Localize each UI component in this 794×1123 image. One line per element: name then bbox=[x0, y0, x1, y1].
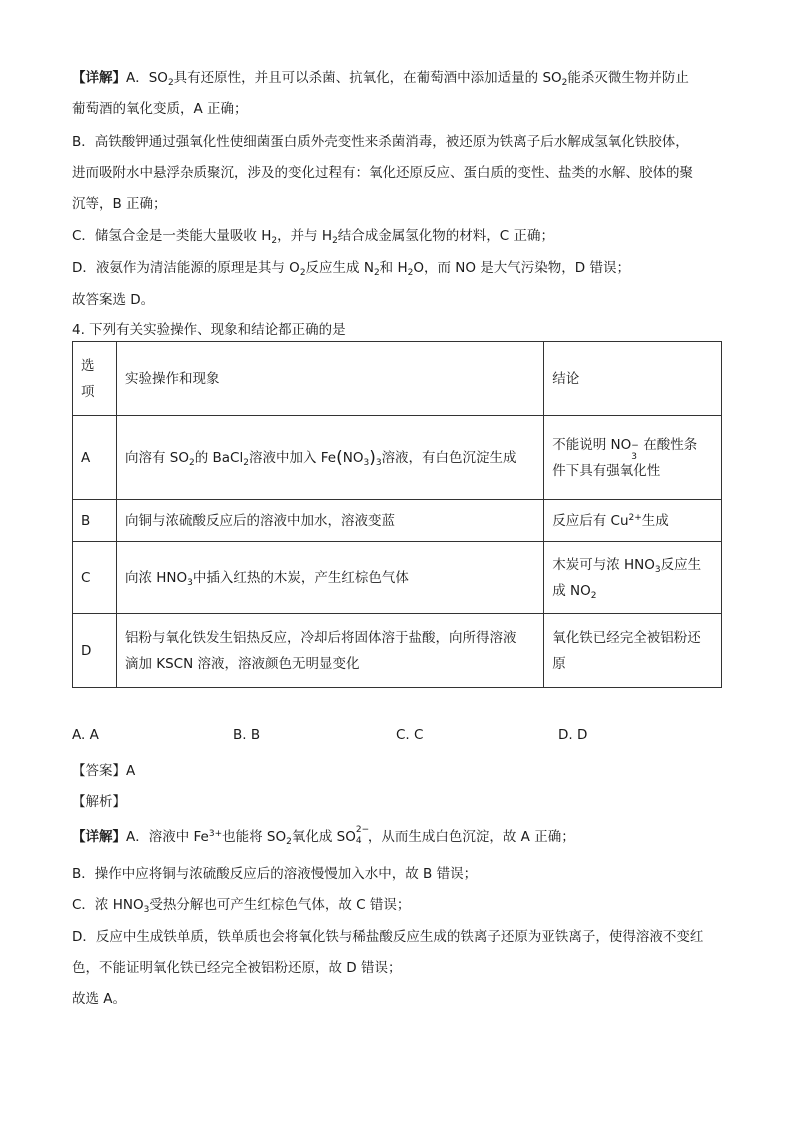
subscript: 3 bbox=[654, 564, 661, 575]
superscript: 3+ bbox=[208, 829, 223, 839]
paren-close: ) bbox=[369, 447, 376, 468]
row-operation: 向铜与浓硫酸反应后的溶液中加水，溶液变蓝 bbox=[116, 500, 543, 542]
text: 葡萄酒的氧化变质，A 正确； bbox=[72, 101, 248, 117]
text: B．高铁酸钾通过强氧化性使细菌蛋白质外壳变性来杀菌消毒，被还原为铁离子后水解成氢氧化铁胶体， bbox=[72, 134, 689, 150]
subscript: 2 bbox=[188, 457, 195, 468]
text: D．反应中生成铁单质，铁单质也会将氧化铁与稀盐酸反应生成的铁离子还原为亚铁离子，使得溶液不变红 bbox=[72, 929, 704, 945]
explain-line bbox=[72, 224, 554, 244]
subscript: 3 bbox=[363, 457, 370, 468]
text: 色，不能证明氧化铁已经完全被铝粉还原，故 D 错误； bbox=[72, 960, 402, 976]
text: 【答案】A bbox=[72, 763, 136, 779]
subscript: 2 bbox=[286, 837, 292, 847]
text: 结论 bbox=[552, 370, 580, 387]
explain-line bbox=[72, 192, 167, 212]
text: 中插入红热的木炭，产生红棕色气体 bbox=[192, 569, 409, 586]
text: 向溶有 SO bbox=[124, 449, 189, 466]
explain-line bbox=[72, 161, 693, 181]
text: 不能说明 NO bbox=[552, 436, 632, 453]
question-title bbox=[72, 318, 346, 338]
text: ，并与 H bbox=[277, 228, 333, 244]
option-d[interactable]: D. D bbox=[558, 727, 588, 743]
text: 溶液中加入 Fe bbox=[248, 449, 337, 466]
row-label: A bbox=[73, 416, 117, 500]
subscript: 3 bbox=[187, 577, 193, 588]
text: 故选 A。 bbox=[72, 991, 127, 1007]
text: 氧化成 SO bbox=[291, 829, 356, 845]
text: O，而 NO 是大气污染物，D 错误； bbox=[413, 260, 630, 276]
text: 原 bbox=[552, 655, 566, 672]
subscript: 2 bbox=[561, 78, 568, 88]
explain-line bbox=[72, 130, 689, 150]
detail-tag: 【详解】 bbox=[72, 70, 126, 86]
text: 项 bbox=[81, 383, 95, 400]
text: D．液氨作为清洁能源的原理是其与 O bbox=[72, 260, 300, 276]
text: 反应后有 Cu bbox=[552, 512, 629, 529]
text: 实验操作和现象 bbox=[124, 370, 220, 387]
explain-line bbox=[72, 97, 248, 117]
text: 反应生 bbox=[660, 556, 702, 573]
row-label: C bbox=[73, 542, 117, 614]
subscript: 3 bbox=[375, 457, 382, 468]
header-operation bbox=[116, 342, 543, 416]
text: 进而吸附水中悬浮杂质聚沉，涉及的变化过程有：氧化还原反应、蛋白质的变性、盐类的水解、胶体的聚 bbox=[72, 165, 693, 181]
text: ，从而生成白色沉淀，故 A 正确； bbox=[367, 829, 575, 845]
text: 溶液，有白色沉淀生成 bbox=[381, 449, 517, 466]
text: 成 NO bbox=[552, 582, 591, 599]
row-operation bbox=[116, 416, 543, 500]
header-conclusion bbox=[544, 342, 722, 416]
row-operation bbox=[116, 542, 543, 614]
answer bbox=[72, 759, 135, 779]
subscript: 2 bbox=[590, 590, 597, 601]
text: 具有还原性，并且可以杀菌、抗氧化，在葡萄酒中添加适量的 SO bbox=[173, 70, 562, 86]
text: 也能将 SO bbox=[222, 829, 287, 845]
text: 件下具有强氧化性 bbox=[552, 462, 661, 479]
paren-open: ( bbox=[336, 447, 343, 468]
text: 生成 bbox=[641, 512, 669, 529]
text: 在酸性条 bbox=[643, 436, 698, 453]
row-conclusion bbox=[544, 416, 722, 500]
row-conclusion bbox=[544, 542, 722, 614]
table-header-row bbox=[73, 342, 722, 416]
subscript: 2 bbox=[167, 78, 174, 88]
table-row bbox=[73, 614, 722, 688]
text: 故答案选 D。 bbox=[72, 292, 155, 308]
text: 沉等，B 正确； bbox=[72, 196, 167, 212]
detail-line bbox=[72, 825, 575, 845]
subscript: 2 bbox=[407, 268, 414, 278]
text: 滴加 KSCN 溶液，溶液颜色无明显变化 bbox=[124, 655, 360, 672]
row-conclusion bbox=[544, 500, 722, 542]
text: 向浓 HNO bbox=[124, 569, 188, 586]
detail-line bbox=[72, 862, 477, 882]
subscript: 2 bbox=[271, 236, 278, 246]
subscript: 2 bbox=[332, 236, 338, 246]
subscript: 2 bbox=[373, 268, 380, 278]
detail-line bbox=[72, 956, 401, 976]
subscript: 3 bbox=[143, 905, 150, 915]
detail-tag: 【详解】 bbox=[72, 829, 126, 845]
conclusion bbox=[72, 288, 154, 308]
subscript: 2 bbox=[243, 457, 249, 468]
text: 木炭可与浓 HNO bbox=[552, 556, 655, 573]
table-row bbox=[73, 542, 722, 614]
detail-line bbox=[72, 925, 703, 945]
text: A．溶液中 Fe bbox=[126, 829, 209, 845]
text: 【解析】 bbox=[72, 794, 126, 810]
detail-line bbox=[72, 987, 126, 1007]
text: 铝粉与氧化铁发生铝热反应，冷却后将固体溶于盐酸，向所得溶液 bbox=[124, 629, 517, 646]
text: 氧化铁已经完全被铝粉还 bbox=[552, 629, 701, 646]
text: C．储氢合金是一类能大量吸收 H bbox=[72, 228, 272, 244]
text: C．浓 HNO bbox=[72, 897, 144, 913]
text: 和 H bbox=[379, 260, 408, 276]
text: 能杀灭微生物并防止 bbox=[567, 70, 689, 86]
subscript: 2 bbox=[299, 268, 306, 278]
text: 选 bbox=[81, 357, 95, 374]
text: NO bbox=[342, 449, 364, 466]
text: B．操作中应将铜与浓硫酸反应后的溶液慢慢加入水中，故 B 错误； bbox=[72, 866, 478, 882]
option-c[interactable]: C. C bbox=[396, 727, 424, 743]
text: 受热分解也可产生红棕色气体，故 C 错误； bbox=[149, 897, 411, 913]
superscript: 2+ bbox=[628, 512, 642, 523]
explain-line bbox=[72, 66, 689, 86]
table-row bbox=[73, 500, 722, 542]
row-operation bbox=[116, 614, 543, 688]
analysis-tag bbox=[72, 790, 126, 810]
text: 结合成金属氢化物的材料，C 正确； bbox=[337, 228, 555, 244]
subscript: 4 bbox=[355, 836, 362, 846]
option-b[interactable]: B. B bbox=[233, 727, 261, 743]
row-label: D bbox=[73, 614, 117, 688]
row-label: B bbox=[73, 500, 117, 542]
text: 反应生成 N bbox=[305, 260, 374, 276]
ion-charge bbox=[355, 825, 370, 846]
row-conclusion bbox=[544, 614, 722, 688]
superscript: − bbox=[631, 440, 639, 451]
table-row bbox=[73, 416, 722, 500]
ion-charge bbox=[631, 438, 643, 462]
detail-line bbox=[72, 893, 410, 913]
header-option bbox=[73, 342, 117, 416]
superscript: 2− bbox=[355, 825, 370, 835]
text: 的 BaCl bbox=[194, 449, 244, 466]
option-a[interactable]: A. A bbox=[72, 727, 99, 743]
text: 4. 下列有关实验操作、现象和结论都正确的是 bbox=[72, 322, 346, 338]
text: A．SO bbox=[126, 70, 168, 86]
subscript: 3 bbox=[631, 451, 637, 462]
explain-line bbox=[72, 256, 630, 276]
experiment-table bbox=[72, 341, 722, 688]
